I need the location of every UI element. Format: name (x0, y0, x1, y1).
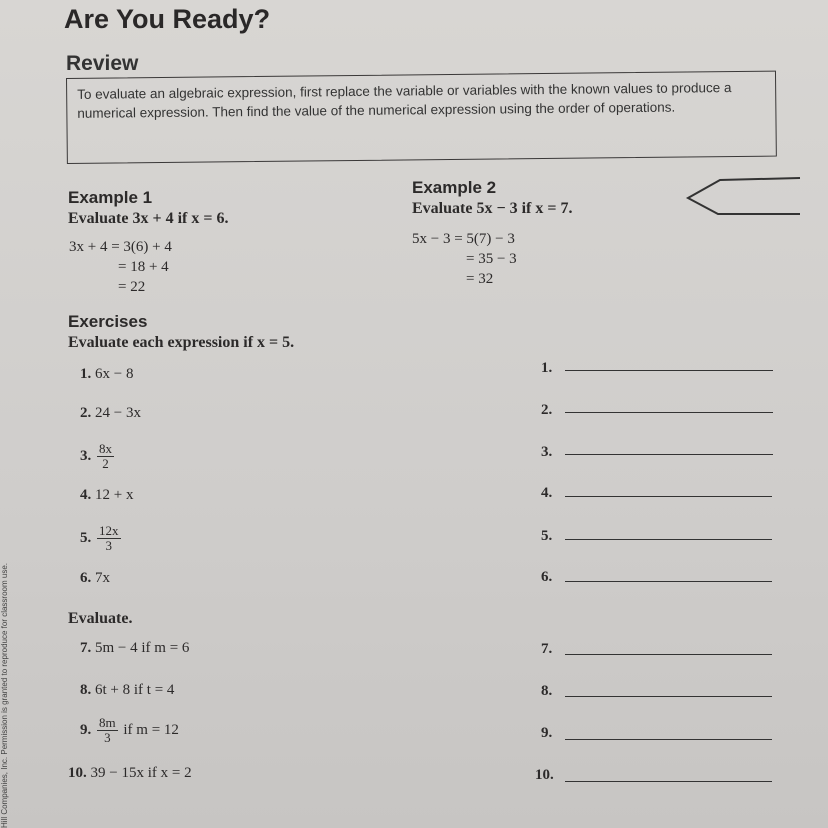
example1-prompt: Evaluate 3x + 4 if x = 6. (68, 210, 229, 227)
answer-line-8[interactable] (565, 696, 772, 697)
exercise-8 (80, 682, 174, 699)
exercise-condition: if m = 12 (123, 721, 179, 738)
example1-step-2: = 18 + 4 (118, 259, 169, 275)
answer-label-7: 7. (541, 641, 553, 657)
answer-line-4[interactable] (565, 496, 772, 497)
example2-step-3: = 32 (466, 271, 494, 287)
exercise-number: 6. (80, 570, 92, 586)
tab-marker-shape (684, 174, 804, 220)
answer-label-4: 4. (541, 485, 553, 501)
exercise-2 (80, 405, 141, 422)
exercise-number: 5. (80, 529, 92, 546)
answer-line-5[interactable] (565, 539, 772, 540)
exercise-number: 8. (80, 682, 92, 698)
answer-label-3: 3. (541, 444, 553, 460)
evaluate-title: Evaluate. (68, 610, 133, 627)
example2-title: Example 2 (412, 178, 497, 197)
answer-label-6: 6. (541, 569, 553, 585)
answer-label-1: 1. (541, 360, 553, 376)
review-box (66, 71, 777, 164)
exercise-expression: 6t + 8 if t = 4 (95, 682, 175, 698)
exercise-5 (80, 524, 123, 553)
example2-prompt: Evaluate 5x − 3 if x = 7. (412, 200, 573, 217)
answer-label-2: 2. (541, 402, 553, 418)
exercise-7 (80, 640, 189, 657)
exercise-expression: 39 − 15x if x = 2 (90, 765, 192, 781)
fraction: $\frac{8m}{3}$ (99, 715, 116, 745)
review-text: To evaluate an algebraic expression, first replace the variable or variables with the known values to produce a numerical expression. Then find the value of the numerical expression using the order of operations. (77, 80, 732, 121)
answer-label-10: 10. (535, 767, 554, 783)
exercise-9 (80, 716, 179, 745)
answer-line-10[interactable] (565, 781, 772, 782)
answer-line-1[interactable] (565, 370, 773, 371)
example2-step-1: 5x − 3 = 5(7) − 3 (412, 231, 515, 247)
example2-step-2: = 35 − 3 (466, 251, 517, 267)
answer-line-9[interactable] (565, 739, 772, 740)
exercise-number: 1. (80, 366, 92, 382)
exercise-number: 4. (80, 487, 92, 503)
exercise-number: 3. (80, 447, 92, 464)
answer-line-7[interactable] (565, 654, 772, 655)
exercise-expression: 5m − 4 if m = 6 (95, 640, 190, 656)
answer-line-2[interactable] (565, 412, 773, 413)
exercises-title: Exercises (68, 312, 148, 331)
exercise-expression: 6x − 8 (95, 366, 134, 382)
exercise-1 (80, 366, 133, 383)
exercise-4 (80, 487, 133, 504)
example1-step-3: = 22 (118, 279, 146, 295)
exercise-number: 9. (80, 721, 92, 738)
exercise-number: 7. (80, 640, 92, 656)
exercise-10 (68, 765, 192, 782)
page-title: Are You Ready? (64, 4, 271, 34)
answer-line-6[interactable] (565, 581, 772, 582)
exercise-expression: 24 − 3x (95, 405, 141, 421)
section-subtitle: Review (66, 52, 139, 75)
exercise-number: 2. (80, 405, 92, 421)
copyright-note: Hill Companies, Inc. Permission is granted to reproduce for classroom use. (0, 563, 9, 828)
fraction: $\frac{12x}{3}$ (99, 523, 119, 553)
exercise-6 (80, 570, 110, 587)
answer-line-3[interactable] (565, 454, 773, 455)
exercise-expression: 7x (95, 570, 110, 586)
answer-label-5: 5. (541, 528, 553, 544)
exercises-prompt: Evaluate each expression if x = 5. (68, 334, 295, 351)
exercise-number: 10. (68, 765, 87, 781)
exercise-expression: 12 + x (95, 487, 134, 503)
example1-step-1: 3x + 4 = 3(6) + 4 (69, 239, 172, 255)
exercise-3 (80, 442, 116, 471)
answer-label-8: 8. (541, 683, 553, 699)
answer-label-9: 9. (541, 725, 553, 741)
fraction: $\frac{8x}{2}$ (99, 441, 112, 471)
example1-title: Example 1 (68, 188, 153, 207)
